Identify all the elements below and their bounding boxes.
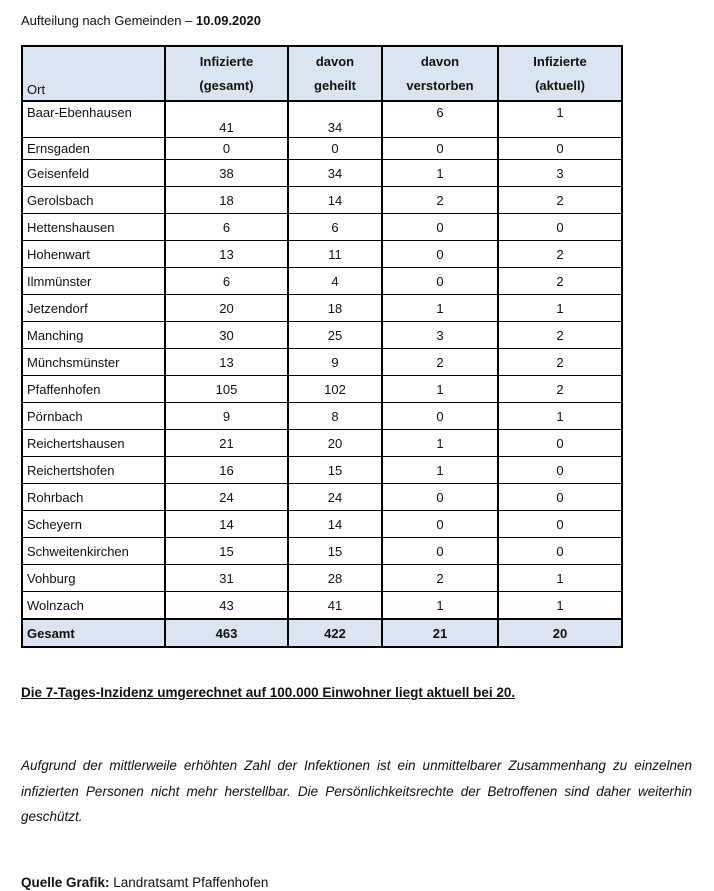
gesamt-cell: 24 <box>165 484 288 511</box>
ort-cell: Gesamt <box>22 619 165 647</box>
table-row <box>22 457 622 484</box>
header-davon-verstorben <box>382 46 498 101</box>
verstorben-cell: 1 <box>382 457 498 484</box>
verstorben-cell: 1 <box>382 430 498 457</box>
geheilt-cell: 4 <box>288 268 382 295</box>
ort-cell: Jetzendorf <box>22 295 165 322</box>
gesamt-cell: 6 <box>165 214 288 241</box>
table-row <box>22 268 622 295</box>
ort-cell: Manching <box>22 322 165 349</box>
geheilt-cell: 34 <box>288 101 382 138</box>
header-line: geheilt <box>314 78 356 93</box>
source-value: Landratsamt Pfaffenhofen <box>109 874 269 890</box>
ort-cell: Geisenfeld <box>22 160 165 187</box>
ort-cell: Hohenwart <box>22 241 165 268</box>
gesamt-cell: 6 <box>165 268 288 295</box>
geheilt-cell: 14 <box>288 511 382 538</box>
aktuell-cell: 0 <box>498 214 622 241</box>
verstorben-cell: 3 <box>382 322 498 349</box>
geheilt-cell: 0 <box>288 138 382 160</box>
table-row <box>22 214 622 241</box>
table-row <box>22 376 622 403</box>
ort-cell: Baar-Ebenhausen <box>22 101 165 138</box>
geheilt-cell: 18 <box>288 295 382 322</box>
ort-cell: Pörnbach <box>22 403 165 430</box>
geheilt-cell: 28 <box>288 565 382 592</box>
verstorben-cell: 0 <box>382 241 498 268</box>
gesamt-cell: 43 <box>165 592 288 620</box>
gesamt-cell: 0 <box>165 138 288 160</box>
table-row <box>22 565 622 592</box>
ort-cell: Schweitenkirchen <box>22 538 165 565</box>
gesamt-cell: 20 <box>165 295 288 322</box>
geheilt-cell: 15 <box>288 457 382 484</box>
aktuell-cell: 1 <box>498 565 622 592</box>
header-line: (aktuell) <box>535 78 585 93</box>
page-title-prefix: Aufteilung nach Gemeinden – <box>21 13 196 28</box>
aktuell-cell: 3 <box>498 160 622 187</box>
gesamt-cell: 14 <box>165 511 288 538</box>
gesamt-cell: 21 <box>165 430 288 457</box>
aktuell-cell: 2 <box>498 349 622 376</box>
aktuell-cell: 2 <box>498 322 622 349</box>
gemeinden-table <box>21 45 623 648</box>
gesamt-cell: 16 <box>165 457 288 484</box>
geheilt-cell: 25 <box>288 322 382 349</box>
ort-cell: Vohburg <box>22 565 165 592</box>
aktuell-cell: 0 <box>498 511 622 538</box>
page-title-date: 10.09.2020 <box>195 13 261 28</box>
geheilt-cell: 8 <box>288 403 382 430</box>
verstorben-cell: 1 <box>382 160 498 187</box>
gesamt-cell: 18 <box>165 187 288 214</box>
verstorben-cell: 6 <box>382 101 498 138</box>
gesamt-cell: 13 <box>165 241 288 268</box>
table-row <box>22 322 622 349</box>
ort-cell: Scheyern <box>22 511 165 538</box>
table-row <box>22 484 622 511</box>
aktuell-cell: 0 <box>498 430 622 457</box>
aktuell-cell: 20 <box>498 619 622 647</box>
geheilt-cell: 20 <box>288 430 382 457</box>
table-row <box>22 511 622 538</box>
geheilt-cell: 422 <box>288 619 382 647</box>
gesamt-cell: 463 <box>165 619 288 647</box>
verstorben-cell: 2 <box>382 187 498 214</box>
table-body <box>22 101 622 647</box>
geheilt-cell: 11 <box>288 241 382 268</box>
table-total-row <box>22 619 622 647</box>
table-row <box>22 241 622 268</box>
geheilt-cell: 9 <box>288 349 382 376</box>
verstorben-cell: 0 <box>382 214 498 241</box>
geheilt-cell: 14 <box>288 187 382 214</box>
header-line: Infizierte <box>533 54 587 69</box>
ort-cell: Ernsgaden <box>22 138 165 160</box>
verstorben-cell: 0 <box>382 138 498 160</box>
verstorben-cell: 0 <box>382 538 498 565</box>
verstorben-cell: 0 <box>382 403 498 430</box>
ort-cell: Ilmmünster <box>22 268 165 295</box>
aktuell-cell: 1 <box>498 592 622 620</box>
privacy-note: Aufgrund der mittlerweile erhöhten Zahl der Infektionen ist ein unmittelbarer Zusammenhang zu einzelnen infizierten Personen nicht mehr herstellbar. Die Persönlichkeitsrechte der Betroffenen sind daher weiterhin geschützt. <box>21 758 692 824</box>
table-row <box>22 430 622 457</box>
ort-cell: Rohrbach <box>22 484 165 511</box>
gesamt-cell: 15 <box>165 538 288 565</box>
ort-cell: Reichertshofen <box>22 457 165 484</box>
aktuell-cell: 0 <box>498 484 622 511</box>
table-row <box>22 349 622 376</box>
aktuell-cell: 2 <box>498 187 622 214</box>
geheilt-cell: 102 <box>288 376 382 403</box>
aktuell-cell: 2 <box>498 376 622 403</box>
ort-cell: Pfaffenhofen <box>22 376 165 403</box>
ort-cell: Wolnzach <box>22 592 165 620</box>
verstorben-cell: 2 <box>382 565 498 592</box>
ort-cell: Gerolsbach <box>22 187 165 214</box>
geheilt-cell: 15 <box>288 538 382 565</box>
gesamt-cell: 13 <box>165 349 288 376</box>
header-line: verstorben <box>406 78 474 93</box>
verstorben-cell: 1 <box>382 295 498 322</box>
header-line: (gesamt) <box>199 78 254 93</box>
aktuell-cell: 0 <box>498 538 622 565</box>
table-row <box>22 101 622 138</box>
gesamt-cell: 31 <box>165 565 288 592</box>
geheilt-cell: 41 <box>288 592 382 620</box>
geheilt-cell: 24 <box>288 484 382 511</box>
aktuell-cell: 0 <box>498 457 622 484</box>
table-row <box>22 187 622 214</box>
table-header-row <box>22 46 622 101</box>
ort-cell: Reichertshausen <box>22 430 165 457</box>
header-line: davon <box>420 54 460 69</box>
aktuell-cell: 1 <box>498 101 622 138</box>
gesamt-cell: 105 <box>165 376 288 403</box>
geheilt-cell: 6 <box>288 214 382 241</box>
verstorben-cell: 0 <box>382 511 498 538</box>
header-infizierte-gesamt <box>165 46 288 101</box>
table-row <box>22 295 622 322</box>
aktuell-cell: 1 <box>498 295 622 322</box>
ort-cell: Münchsmünster <box>22 349 165 376</box>
header-line: davon <box>315 54 355 69</box>
ort-cell: Hettenshausen <box>22 214 165 241</box>
table-row <box>22 138 622 160</box>
verstorben-cell: 2 <box>382 349 498 376</box>
table-row <box>22 160 622 187</box>
verstorben-cell: 21 <box>382 619 498 647</box>
header-ort: Ort <box>22 46 165 101</box>
verstorben-cell: 0 <box>382 268 498 295</box>
gesamt-cell: 30 <box>165 322 288 349</box>
source-label: Quelle Grafik: <box>21 874 110 890</box>
table-row <box>22 538 622 565</box>
incidence-note: Die 7-Tages-Inzidenz umgerechnet auf 100.000 Einwohner liegt aktuell bei 20. <box>21 685 516 700</box>
table-row <box>22 592 622 620</box>
header-infizierte-aktuell <box>498 46 622 101</box>
verstorben-cell: 1 <box>382 376 498 403</box>
aktuell-cell: 1 <box>498 403 622 430</box>
gesamt-cell: 41 <box>165 101 288 138</box>
gesamt-cell: 38 <box>165 160 288 187</box>
verstorben-cell: 0 <box>382 484 498 511</box>
aktuell-cell: 0 <box>498 138 622 160</box>
table-row <box>22 403 622 430</box>
verstorben-cell: 1 <box>382 592 498 620</box>
header-davon-geheilt <box>288 46 382 101</box>
geheilt-cell: 34 <box>288 160 382 187</box>
gesamt-cell: 9 <box>165 403 288 430</box>
header-line: Infizierte <box>199 54 254 69</box>
page-title <box>21 13 693 29</box>
aktuell-cell: 2 <box>498 241 622 268</box>
aktuell-cell: 2 <box>498 268 622 295</box>
